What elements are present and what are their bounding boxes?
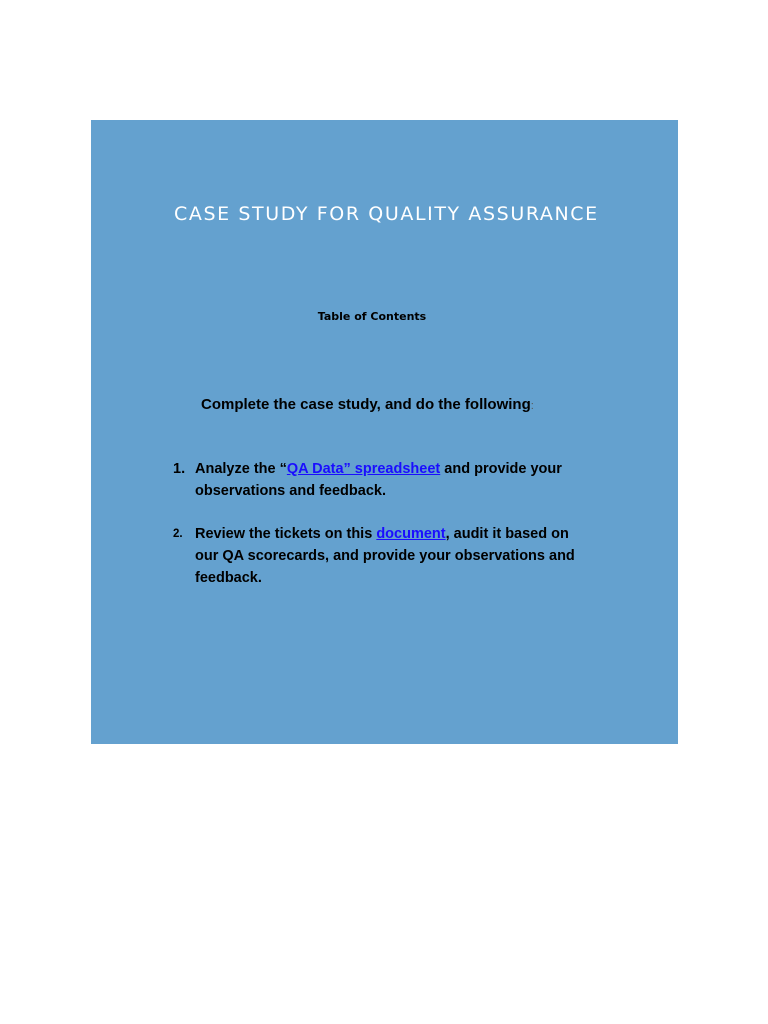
list-item-number: 2. xyxy=(173,528,183,540)
list-item-text-after: , audit it based on our QA scorecards, and provide your observations and feedback. xyxy=(195,526,575,586)
list-item xyxy=(173,523,593,589)
document-link[interactable]: document xyxy=(376,526,446,542)
list-item-number: 1. xyxy=(173,461,186,477)
cover-panel xyxy=(91,120,678,744)
list-item-text-before: Analyze the “ xyxy=(195,461,287,477)
intro-text: Complete the case study, and do the following xyxy=(201,396,531,413)
list-item xyxy=(173,458,593,502)
instructions-intro xyxy=(201,396,534,413)
task-list xyxy=(173,458,593,589)
document-title: CASE STUDY FOR QUALITY ASSURANCE xyxy=(174,203,599,225)
table-of-contents-heading: Table of Contents xyxy=(317,310,427,323)
qa-data-spreadsheet-link[interactable]: QA Data” spreadsheet xyxy=(286,461,441,477)
list-item-text-before: Review the tickets on this xyxy=(195,526,377,542)
intro-colon: : xyxy=(530,400,534,412)
list-item-text-after: and provide your observations and feedback. xyxy=(195,461,562,499)
